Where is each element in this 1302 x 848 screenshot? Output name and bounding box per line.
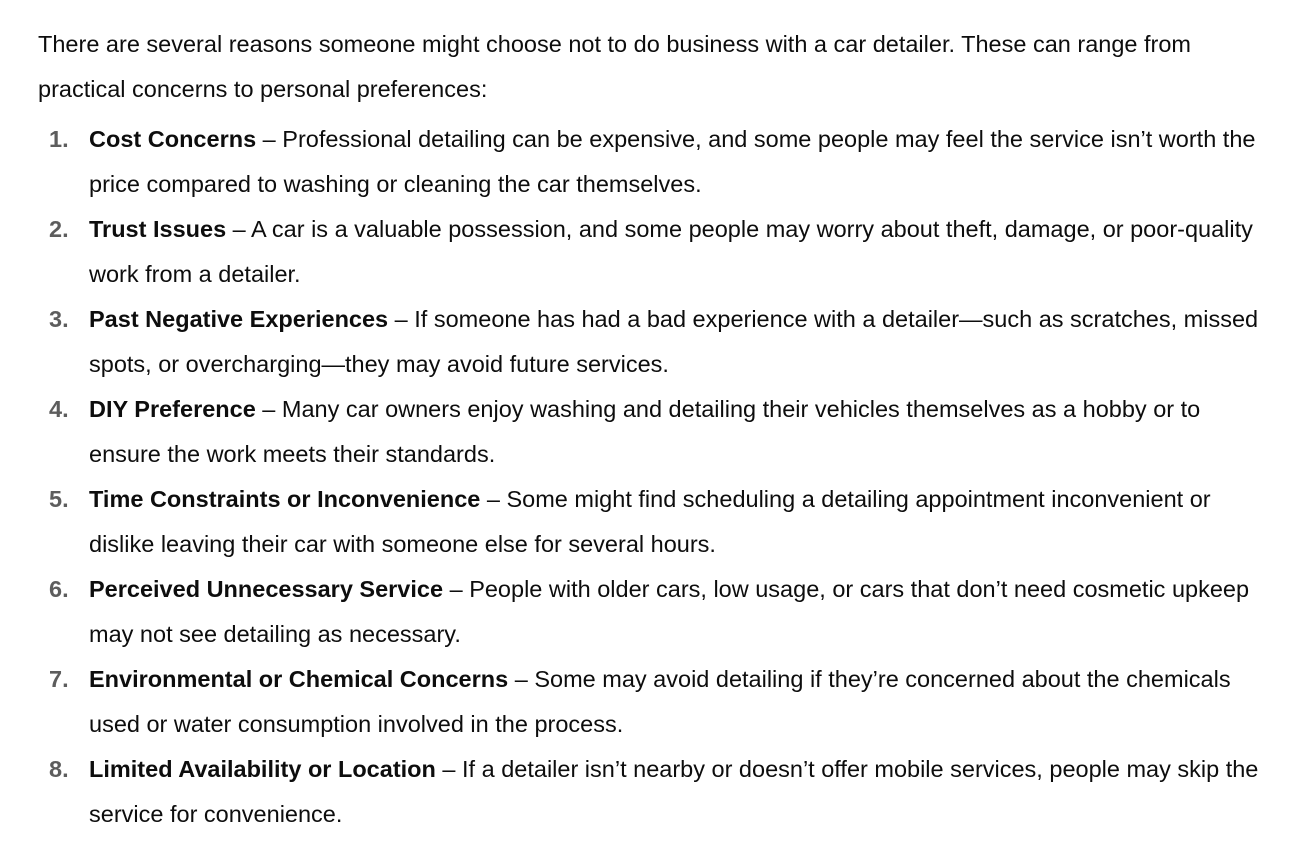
list-number: 4.: [49, 396, 69, 422]
reason-title: DIY Preference: [89, 396, 256, 422]
reason-title: Time Constraints or Inconvenience: [89, 486, 481, 512]
list-item-cost-concerns: [38, 117, 1278, 207]
reason-description: – People with older cars, low usage, or cars that don’t need cosmetic upkeep may not see detailing as necessary.: [89, 576, 1250, 647]
list-number: 7.: [49, 666, 69, 692]
list-item-trust-issues: [38, 207, 1278, 297]
list-number: 8.: [49, 756, 69, 782]
reason-description: – Some might find scheduling a detailing appointment inconvenient or dislike leaving their car with someone else for several hours.: [89, 486, 1211, 557]
list-number: 5.: [49, 486, 69, 512]
intro-paragraph: There are several reasons someone might choose not to do business with a car detailer. These can range from practical concerns to personal preferences:: [38, 31, 1192, 102]
reason-title: Perceived Unnecessary Service: [89, 576, 444, 602]
reasons-list: [38, 117, 1278, 837]
list-number: 6.: [49, 576, 69, 602]
reason-description: – Many car owners enjoy washing and detailing their vehicles themselves as a hobby or to ensure the work meets their standards.: [89, 396, 1201, 467]
reason-description: – A car is a valuable possession, and some people may worry about theft, damage, or poor-quality work from a detailer.: [89, 216, 1253, 287]
list-number: 1.: [49, 126, 69, 152]
list-number: 3.: [49, 306, 69, 332]
reason-title: Trust Issues: [89, 216, 227, 242]
reason-description: – If a detailer isn’t nearby or doesn’t offer mobile services, people may skip the service for convenience.: [89, 756, 1259, 827]
list-item-diy-preference: [38, 387, 1278, 477]
list-item-time-constraints: [38, 477, 1278, 567]
list-item-perceived-unnecessary-service: [38, 567, 1278, 657]
list-item-past-negative-experiences: [38, 297, 1278, 387]
reason-description: – Some may avoid detailing if they’re concerned about the chemicals used or water consumption involved in the process.: [89, 666, 1231, 737]
reason-description: – If someone has had a bad experience with a detailer—such as scratches, missed spots, or overcharging—they may avoid future services.: [89, 306, 1259, 377]
reason-title: Past Negative Experiences: [89, 306, 389, 332]
reason-description: – Professional detailing can be expensive, and some people may feel the service isn’t worth the price compared to washing or cleaning the car themselves.: [89, 126, 1256, 197]
list-item-environmental-concerns: [38, 657, 1278, 747]
list-number: 2.: [49, 216, 69, 242]
reason-title: Environmental or Chemical Concerns: [89, 666, 509, 692]
response-content: [38, 22, 1278, 837]
reason-title: Limited Availability or Location: [89, 756, 436, 782]
list-item-limited-availability: [38, 747, 1278, 837]
reason-title: Cost Concerns: [89, 126, 257, 152]
